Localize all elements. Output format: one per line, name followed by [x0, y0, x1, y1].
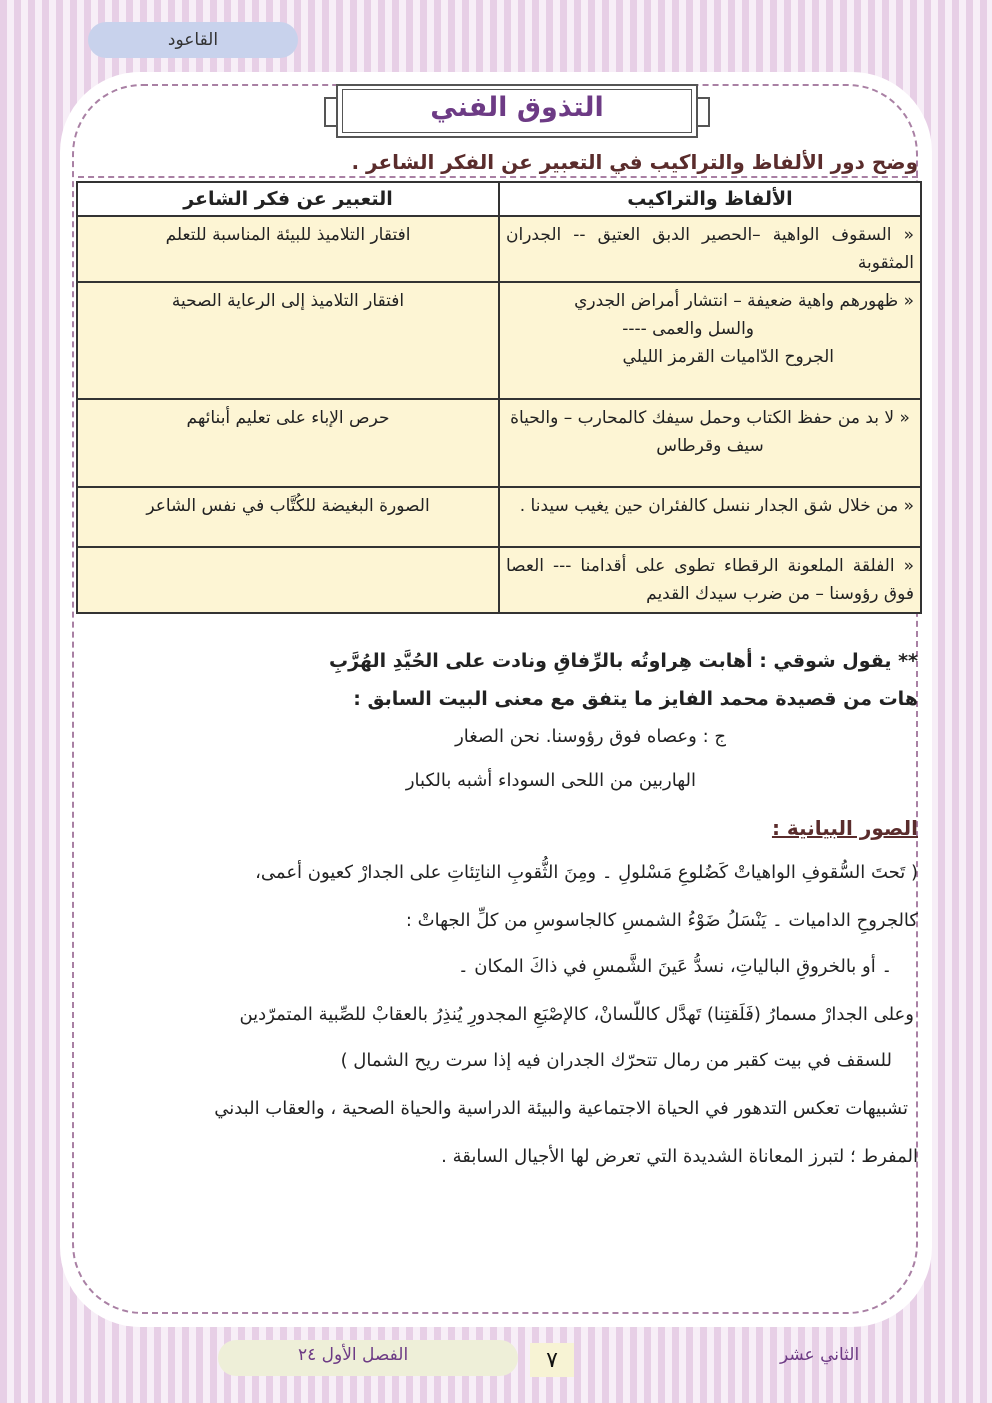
poetry-answer: الهاربين من اللحى السوداء أشبه بالكبار — [405, 770, 696, 791]
table-row — [77, 216, 921, 282]
footer-semester: الفصل الأول ٢٤ — [298, 1345, 409, 1365]
table-row — [77, 399, 921, 487]
words-cell: « الفلقة الملعونة الرقطاء تطوى على أقدامنا --- العصا فوق رؤوسنا – من ضرب سيدك القديم — [499, 547, 921, 613]
words-cell: « لا بد من حفظ الكتاب وحمل سيفك كالمحارب – والحياة سيف وقرطاس — [499, 399, 921, 487]
section-heading: الصور البيانية : — [771, 816, 918, 840]
paragraph-line: تشبيهات تعكس التدهور في الحياة الاجتماعية والبيئة الدراسية والحياة الصحية ، والعقاب البدني — [214, 1098, 908, 1119]
page-title: التذوق الفني — [430, 92, 604, 123]
question-text: وضح دور الألفاظ والتراكيب في التعبير عن الفكر الشاعر . — [78, 150, 918, 178]
paragraph-line: كالجروحِ الداميات ۔ يَنْسَلُ ضَوْءُ الشمسِ كالجاسوسِ من كلِّ الجهاتْ : — [405, 910, 918, 931]
header-tab-label: القاعود — [167, 30, 219, 50]
footer-grade: الثاني عشر — [780, 1345, 860, 1365]
paragraph-line: وعلى الجدارْ مسمارُ (فَلَقتِنا) تَهدَّل كاللّسانْ، كالإصْبَعِ المجدورِ يُنذِرُ بالعقابْ للصِّبية المتمرّدين — [239, 1004, 914, 1025]
poetry-line: ** يقول شوقي : أهابت هِراوتُه بالرِّفاقِ ونادت على الحُيَّدِ الهُرَّبِ — [329, 650, 918, 672]
paragraph-line: للسقف في بيت كقبر من رمال تتحرّك الجدران فيه إذا سرت ريح الشمال ) — [340, 1050, 892, 1071]
table-row — [77, 487, 921, 547]
meaning-cell — [77, 547, 499, 613]
meaning-cell: الصورة البغيضة للكُتَّاب في نفس الشاعر — [77, 487, 499, 547]
paragraph-line: ( تَحتَ السُّقوفِ الواهياتْ كَضُلوعِ مَسْلولِ ۔ ومِنَ الثُّقوبِ الناتِئاتِ على الجدارْ كعيون أعمى، — [255, 862, 918, 883]
table-header-row — [77, 182, 921, 216]
meaning-cell: افتقار التلاميذ للبيئة المناسبة للتعلم — [77, 216, 499, 282]
analysis-table — [76, 181, 922, 614]
poetry-answer: ج : وعصاه فوق رؤوسنا. نحن الصغار — [455, 726, 726, 747]
poetry-question: هات من قصيدة محمد الفايز ما يتفق مع معنى البيت السابق : — [353, 688, 918, 710]
column-header-meaning: التعبير عن فكر الشاعر — [77, 182, 499, 216]
meaning-cell: افتقار التلاميذ إلى الرعاية الصحية — [77, 282, 499, 399]
header-tab — [88, 22, 298, 58]
title-frame — [322, 84, 712, 138]
paragraph-line: المفرط ؛ لتبرز المعاناة الشديدة التي تعرض لها الأجيال السابقة . — [441, 1146, 918, 1167]
words-cell: « ظهورهم واهية ضعيفة – انتشار أمراض الجدري والسل والعمى ---- الجروح الدّاميات القرمز الليلي — [499, 282, 921, 399]
column-header-words: الألفاظ والتراكيب — [499, 182, 921, 216]
page-number: ٧ — [530, 1343, 574, 1377]
words-cell: « من خلال شق الجدار ننسل كالفئران حين يغيب سيدنا . — [499, 487, 921, 547]
meaning-cell: حرص الإباء على تعليم أبنائهم — [77, 399, 499, 487]
paragraph-line: ۔ أو بالخروقِ البالياتِ، نسدُّ عَينَ الشَّمسِ في ذاكَ المكان ۔ — [457, 956, 892, 977]
table-row — [77, 282, 921, 399]
table-row — [77, 547, 921, 613]
words-cell: « السقوف الواهية –الحصير الدبق العتيق -- الجدران المثقوبة — [499, 216, 921, 282]
